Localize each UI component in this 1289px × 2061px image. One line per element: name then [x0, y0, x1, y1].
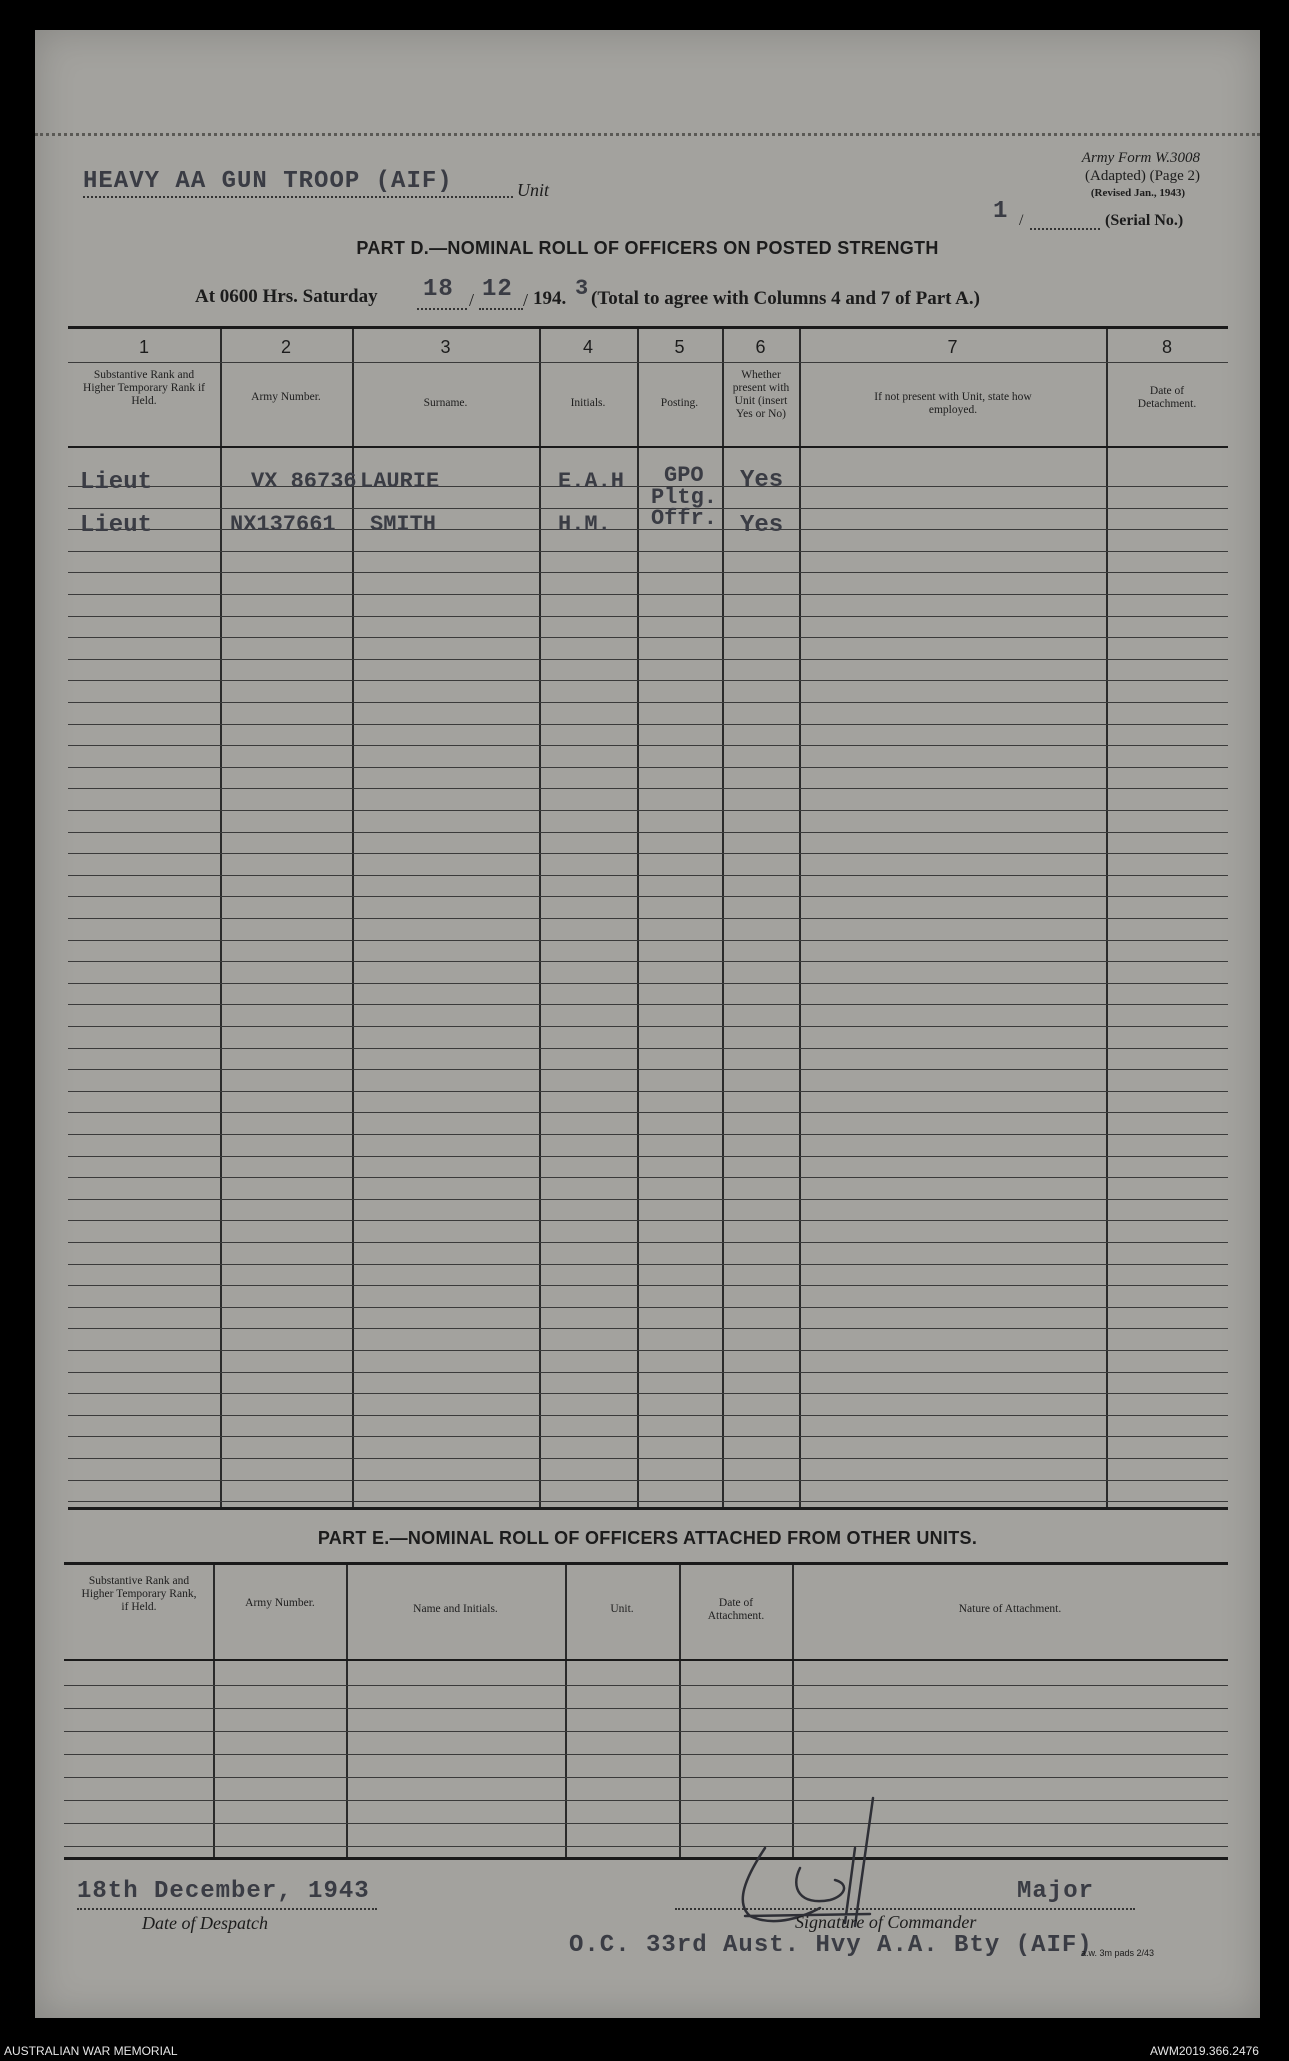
- ruling-line: [68, 724, 1228, 725]
- col-header-detachment: Date of Detachment.: [1137, 385, 1197, 410]
- form-revised: (Revised Jan., 1943): [1090, 187, 1185, 199]
- date-year-prefix: 194.: [533, 288, 567, 309]
- ruling-line: [68, 572, 1228, 573]
- col-number-4: 4: [582, 337, 593, 357]
- date-suffix: (Total to agree with Columns 4 and 7 of Part A.): [591, 288, 980, 309]
- ruling-line: [68, 551, 1228, 552]
- part-e-title: PART E.—NOMINAL ROLL OF OFFICERS ATTACHED FROM OTHER UNITS.: [317, 1528, 978, 1548]
- ruling-line: [68, 1307, 1228, 1308]
- despatch-underline: [77, 1908, 377, 1910]
- row2-rank: Lieut: [80, 512, 153, 539]
- col-number-5: 5: [674, 337, 685, 357]
- date-slash-1: /: [469, 290, 475, 310]
- serial-slash: /: [1019, 212, 1024, 229]
- date-slash-2: /: [523, 290, 529, 310]
- date-day: 18: [423, 276, 454, 303]
- ruling-line: [68, 659, 1228, 660]
- ruling-line: [64, 1846, 1228, 1847]
- print-code: a.w. 3m pads 2/43: [1081, 1948, 1155, 1958]
- date-month: 12: [482, 276, 513, 303]
- ruling-line: [68, 788, 1228, 789]
- col-header-initials: Initials.: [570, 397, 606, 409]
- row2-posting: Pltg. Offr.: [650, 485, 717, 531]
- archive-caption-right: AWM2019.366.2476: [1150, 2044, 1259, 2058]
- ruling-line: [64, 1800, 1228, 1801]
- ruling-line: [64, 1823, 1228, 1824]
- part-d-table: [68, 326, 1228, 1510]
- unit-name: HEAVY AA GUN TROOP (AIF): [83, 168, 453, 195]
- form-sheet: [35, 30, 1260, 2018]
- ruling-line: [68, 637, 1228, 638]
- ruling-line: [68, 616, 1228, 617]
- despatch-label: Date of Despatch: [142, 1913, 268, 1933]
- ruling-line: [68, 1069, 1228, 1070]
- row1-present: Yes: [740, 467, 784, 494]
- row1-army-number: VX 86736: [251, 469, 357, 494]
- col-number-8: 8: [1161, 337, 1172, 357]
- e-col-header-rank: Substantive Rank and Higher Temporary Rank, if Held.: [81, 1575, 197, 1613]
- ruling-line: [68, 918, 1228, 919]
- signature-label: Signature of Commander: [795, 1912, 977, 1932]
- ruling-line: [68, 767, 1228, 768]
- serial-number: 1: [993, 198, 1009, 225]
- col-header-army-number: Army Number.: [251, 391, 321, 403]
- ruling-line: [64, 1708, 1228, 1709]
- ruling-line: [68, 961, 1228, 962]
- ruling-line: [68, 832, 1228, 833]
- ruling-line: [68, 1048, 1228, 1049]
- ruling-line: [68, 1328, 1228, 1329]
- date-prefix: At 0600 Hrs. Saturday: [195, 286, 378, 307]
- col-number-7: 7: [947, 337, 958, 357]
- e-col-header-name: Name and Initials.: [413, 1603, 498, 1615]
- col-header-employed: If not present with Unit, state how employed.: [874, 391, 1032, 416]
- perforation-line: [35, 133, 1260, 136]
- ruling-line: [64, 1777, 1228, 1778]
- date-line: [195, 276, 1145, 316]
- ruling-line: [68, 896, 1228, 897]
- col-header-rank: Substantive Rank and Higher Temporary Rank if Held.: [83, 369, 205, 407]
- ruling-line: [68, 1242, 1228, 1243]
- row1-rank: Lieut: [80, 469, 153, 496]
- ruling-line: [68, 810, 1228, 811]
- unit-label: Unit: [517, 180, 550, 200]
- ruling-line: [68, 1134, 1228, 1135]
- col-header-surname: Surname.: [423, 397, 468, 409]
- despatch-date: 18th December, 1943: [77, 1878, 370, 1905]
- row2-army-number: NX137661: [230, 512, 336, 537]
- row2-initials: H.M.: [558, 512, 611, 537]
- ruling-line: [68, 1026, 1228, 1027]
- ruling-line: [68, 1415, 1228, 1416]
- month-underline: [479, 308, 523, 310]
- commander-rank: Major: [1017, 1878, 1095, 1905]
- serial-label: (Serial No.): [1105, 212, 1184, 229]
- ruling-line: [68, 1480, 1228, 1481]
- e-col-header-army-number: Army Number.: [245, 1597, 315, 1609]
- ruling-line: [68, 594, 1228, 595]
- ruling-line: [68, 1501, 1228, 1502]
- commander-unit: O.C. 33rd Aust. Hvy A.A. Bty (AIF): [569, 1932, 1093, 1959]
- ruling-line: [68, 983, 1228, 984]
- ruling-line: [68, 1004, 1228, 1005]
- ruling-line: [68, 1285, 1228, 1286]
- col-header-present: Whether present with Unit (insert Yes or No): [732, 369, 790, 420]
- ruling-line: [68, 1199, 1228, 1200]
- row1-surname: LAURIE: [360, 469, 440, 494]
- ruling-line: [64, 1685, 1228, 1686]
- ruling-line: [68, 1177, 1228, 1178]
- e-col-header-unit: Unit.: [610, 1603, 634, 1615]
- ruling-line: [68, 680, 1228, 681]
- part-e-table: [64, 1562, 1228, 1860]
- row2-present: Yes: [740, 512, 784, 539]
- form-number: Army Form W.3008: [1081, 150, 1200, 166]
- ruling-line: [68, 1091, 1228, 1092]
- unit-underline: [83, 196, 513, 198]
- ruling-line: [64, 1731, 1228, 1732]
- col-header-posting: Posting.: [660, 397, 699, 409]
- ruling-line: [68, 1220, 1228, 1221]
- ruling-line: [68, 1393, 1228, 1394]
- date-year-digit: 3: [575, 276, 590, 301]
- ruling-line: [68, 1156, 1228, 1157]
- ruling-line: [68, 1372, 1228, 1373]
- ruling-line: [68, 940, 1228, 941]
- ruling-line: [68, 1112, 1228, 1113]
- ruling-line: [68, 1458, 1228, 1459]
- ruling-line: [68, 875, 1228, 876]
- e-col-header-date: Date of Attachment.: [707, 1597, 765, 1622]
- ruling-line: [68, 745, 1228, 746]
- ruling-line: [68, 702, 1228, 703]
- archive-caption-left: AUSTRALIAN WAR MEMORIAL: [4, 2044, 178, 2058]
- ruling-line: [64, 1754, 1228, 1755]
- ruling-line: [68, 1436, 1228, 1437]
- part-d-title: PART D.—NOMINAL ROLL OF OFFICERS ON POSTED STRENGTH: [356, 238, 939, 258]
- serial-underline: [1030, 228, 1100, 230]
- ruling-line: [68, 853, 1228, 854]
- day-underline: [417, 308, 467, 310]
- col-number-1: 1: [138, 337, 149, 357]
- ruling-line: [68, 1350, 1228, 1351]
- e-col-header-nature: Nature of Attachment.: [958, 1603, 1062, 1615]
- form-adapted: (Adapted) (Page 2): [1085, 168, 1200, 184]
- row2-surname: SMITH: [370, 512, 437, 537]
- col-number-6: 6: [755, 337, 766, 357]
- ruling-line: [68, 1264, 1228, 1265]
- signature-underline: [675, 1908, 1135, 1910]
- row1-posting: GPO: [664, 463, 704, 488]
- col-number-2: 2: [280, 337, 291, 357]
- col-number-3: 3: [440, 337, 451, 357]
- row1-initials: E.A.H: [558, 469, 625, 494]
